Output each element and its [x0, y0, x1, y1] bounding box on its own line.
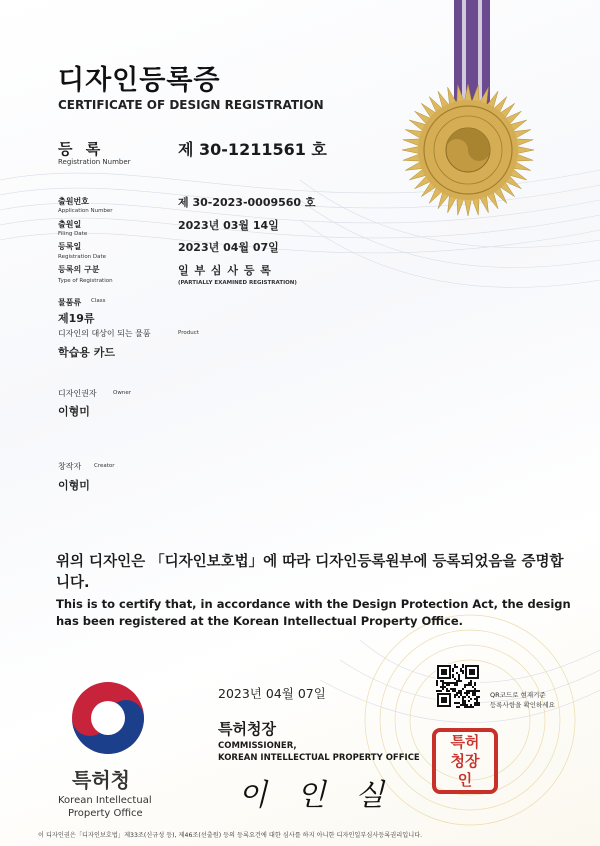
certification-statement-english: This is to certify that, in accordance with the Design Protection Act, the design has been registered at the Korean Intellectual Property Office.: [56, 597, 571, 628]
product-value: 학습용 카드: [58, 346, 115, 359]
commissioner-title-english-line2: KOREAN INTELLECTUAL PROPERTY OFFICE: [218, 753, 420, 763]
registration-date: 2023년 04월 07일: [178, 241, 279, 254]
commissioner-title-english-line1: COMMISSIONER,: [218, 741, 297, 751]
type-value-english: (PARTIALLY EXAMINED REGISTRATION): [178, 280, 297, 286]
office-name-korean: 특허청: [72, 768, 130, 792]
qr-code[interactable]: [436, 664, 480, 708]
qr-caption-line1: QR코드로 현재기준: [490, 691, 546, 699]
creator-label-english: Creator: [94, 463, 115, 469]
application-label: 출원번호: [58, 197, 89, 206]
application-number: 제 30-2023-0009560 호: [178, 196, 316, 209]
registration-number: 제 30-1211561 호: [178, 140, 327, 159]
filing-date-label-english: Filing Date: [58, 231, 88, 237]
owner-label-english: Owner: [113, 390, 131, 396]
registration-label-english: Registration Number: [58, 158, 131, 166]
filing-date-label: 출원일: [58, 220, 82, 229]
application-label-english: Application Number: [58, 208, 113, 214]
product-label: 디자인의 대상이 되는 물품: [58, 329, 151, 338]
type-label: 등록의 구분: [58, 265, 100, 274]
seal-text: 특허청장인: [450, 732, 480, 789]
product-label-english: Product: [178, 330, 199, 336]
certificate-title: 디자인등록증: [58, 65, 221, 96]
issue-date: 2023년 04월 07일: [218, 686, 326, 701]
certification-statement-korean: 위의 디자인은 「디자인보호법」에 따라 디자인등록원부에 등록되었음을 증명합니다.: [56, 554, 564, 591]
gold-seal-emblem: [398, 80, 538, 220]
commissioner-signature: 이 인 실: [238, 778, 395, 813]
type-value: 일 부 심 사 등 록: [178, 264, 272, 277]
kipo-logo-icon: [70, 680, 146, 756]
registration-label: 등 록: [58, 140, 105, 158]
office-name-english-line1: Korean Intellectual: [58, 795, 152, 806]
registration-date-label: 등록일: [58, 242, 82, 251]
owner-value: 이형미: [58, 405, 90, 418]
creator-label: 창작자: [58, 462, 82, 471]
qr-caption-line2: 등록사항을 확인하세요: [490, 701, 555, 709]
commissioner-title-korean: 특허청장: [218, 720, 276, 738]
class-label-english: Class: [91, 298, 106, 304]
official-seal: [432, 728, 498, 794]
filing-date: 2023년 03월 14일: [178, 219, 279, 232]
creator-value: 이형미: [58, 479, 90, 492]
registration-date-label-english: Registration Date: [58, 254, 107, 260]
footer-notice: 이 디자인권은「디자인보호법」제33조(신규성 등), 제46조(선출원) 등의 등록요건에 대한 심사를 하지 아니한 디자인일부심사등록권리입니다.: [38, 832, 423, 839]
class-value: 제19류: [58, 312, 95, 325]
office-name-english-line2: Property Office: [68, 808, 143, 819]
class-label: 물품류: [58, 298, 82, 307]
owner-label: 디자인권자: [58, 389, 97, 398]
certificate-title-english: CERTIFICATE OF DESIGN REGISTRATION: [58, 98, 324, 112]
type-label-english: Type of Registration: [58, 278, 113, 284]
